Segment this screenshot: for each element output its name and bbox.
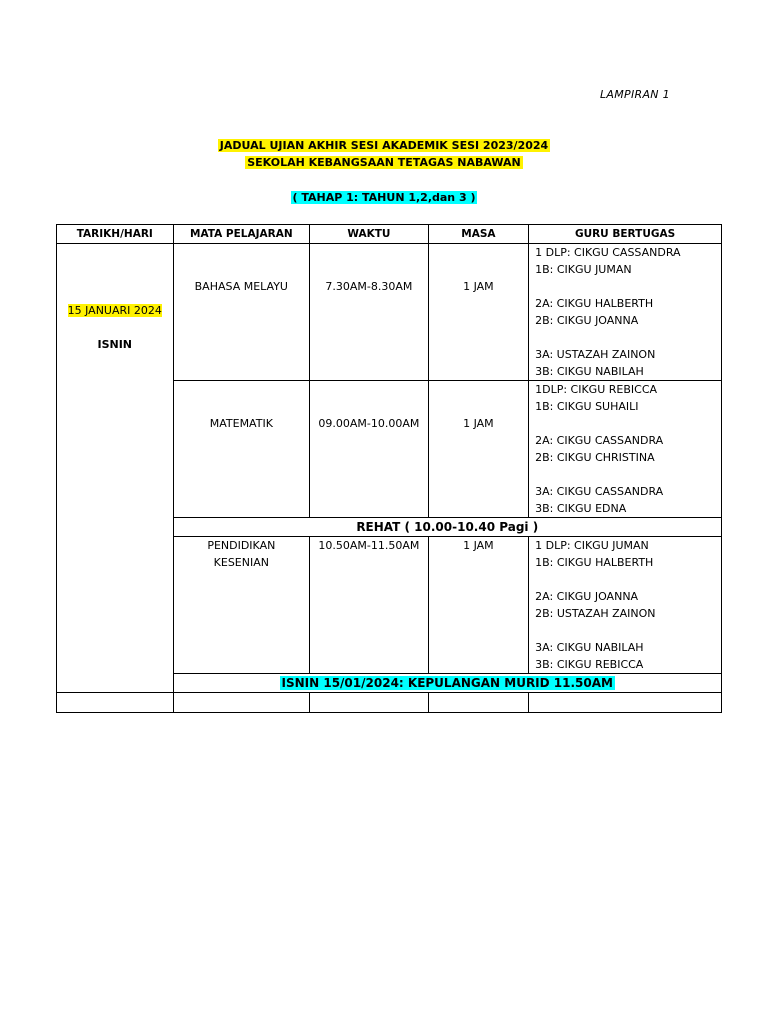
guru-line [529, 571, 721, 588]
time-cell [310, 381, 429, 518]
guru-line: 2B: CIKGU CHRISTINA [535, 451, 655, 464]
duration-text: 1 JAM [463, 417, 494, 430]
guru-line [529, 466, 721, 483]
time-cell [310, 244, 429, 381]
guru-line: 2A: CIKGU JOANNA [535, 590, 639, 603]
subject-cell [173, 244, 310, 381]
pulang-cell [173, 674, 721, 693]
duration-cell [428, 537, 528, 674]
subject-cell [173, 537, 310, 674]
subject-name-line-1: PENDIDIKAN [207, 539, 276, 552]
header-guru: GURU BERTUGAS [529, 225, 722, 244]
guru-cell [529, 381, 722, 518]
empty-cell [428, 693, 528, 713]
title-line-2: SEKOLAH KEBANGSAAN TETAGAS NABAWAN [247, 156, 521, 169]
subject-cell [173, 381, 310, 518]
duration-text: 1 JAM [463, 280, 494, 293]
guru-line: 2A: CIKGU HALBERTH [535, 297, 654, 310]
title-line-3: ( TAHAP 1: TAHUN 1,2,dan 3 ) [292, 191, 476, 204]
lampiran-label: LAMPIRAN 1 [600, 88, 670, 101]
guru-line: 1B: CIKGU SUHAILI [535, 400, 639, 413]
guru-line: 3B: CIKGU EDNA [535, 502, 627, 515]
day-text: ISNIN [97, 338, 133, 351]
empty-cell [529, 693, 722, 713]
title-line-1: JADUAL UJIAN AKHIR SESI AKADEMIK SESI 2023/2024 [219, 139, 549, 152]
duration-text: 1 JAM [463, 539, 494, 552]
header-row [57, 225, 722, 244]
guru-line: 1 DLP: CIKGU CASSANDRA [535, 246, 681, 259]
schedule-table [56, 224, 722, 713]
guru-line: 2A: CIKGU CASSANDRA [535, 434, 664, 447]
empty-cell [173, 693, 310, 713]
subject-name: MATEMATIK [209, 417, 273, 430]
guru-line: 2B: USTAZAH ZAINON [535, 607, 656, 620]
guru-line [529, 415, 721, 432]
guru-line [529, 329, 721, 346]
guru-line: 1 DLP: CIKGU JUMAN [535, 539, 649, 552]
duration-cell [428, 244, 528, 381]
table-row [57, 244, 722, 381]
guru-line: 3A: USTAZAH ZAINON [535, 348, 656, 361]
guru-line [529, 278, 721, 295]
guru-line: 1B: CIKGU JUMAN [535, 263, 632, 276]
guru-line: 3A: CIKGU NABILAH [535, 641, 644, 654]
duration-cell [428, 381, 528, 518]
time-text: 09.00AM-10.00AM [318, 417, 420, 430]
subject-name: BAHASA MELAYU [194, 280, 288, 293]
date-text: 15 JANUARI 2024 [67, 304, 162, 317]
header-mata-pelajaran: MATA PELAJARAN [173, 225, 310, 244]
time-text: 7.30AM-8.30AM [325, 280, 413, 293]
date-cell [57, 244, 174, 693]
guru-line: 3B: CIKGU REBICCA [535, 658, 644, 671]
time-cell [310, 537, 429, 674]
tahap-label [0, 191, 768, 204]
header-masa: MASA [428, 225, 528, 244]
guru-line: 1DLP: CIKGU REBICCA [535, 383, 658, 396]
document-title [0, 139, 768, 152]
subject-name-line-2: KESENIAN [213, 556, 269, 569]
empty-row [57, 693, 722, 713]
empty-cell [57, 693, 174, 713]
guru-line: 2B: CIKGU JOANNA [535, 314, 639, 327]
header-tarikh: TARIKH/HARI [57, 225, 174, 244]
header-waktu: WAKTU [310, 225, 429, 244]
rehat-text: REHAT ( 10.00-10.40 Pagi ) [173, 518, 721, 537]
guru-line [529, 622, 721, 639]
time-text: 10.50AM-11.50AM [318, 539, 420, 552]
empty-cell [310, 693, 429, 713]
pulang-text: ISNIN 15/01/2024: KEPULANGAN MURID 11.50AM [281, 676, 613, 690]
guru-cell [529, 244, 722, 381]
guru-line: 3A: CIKGU CASSANDRA [535, 485, 664, 498]
guru-line: 1B: CIKGU HALBERTH [535, 556, 654, 569]
guru-cell [529, 537, 722, 674]
guru-line: 3B: CIKGU NABILAH [535, 365, 644, 378]
school-name [0, 156, 768, 169]
